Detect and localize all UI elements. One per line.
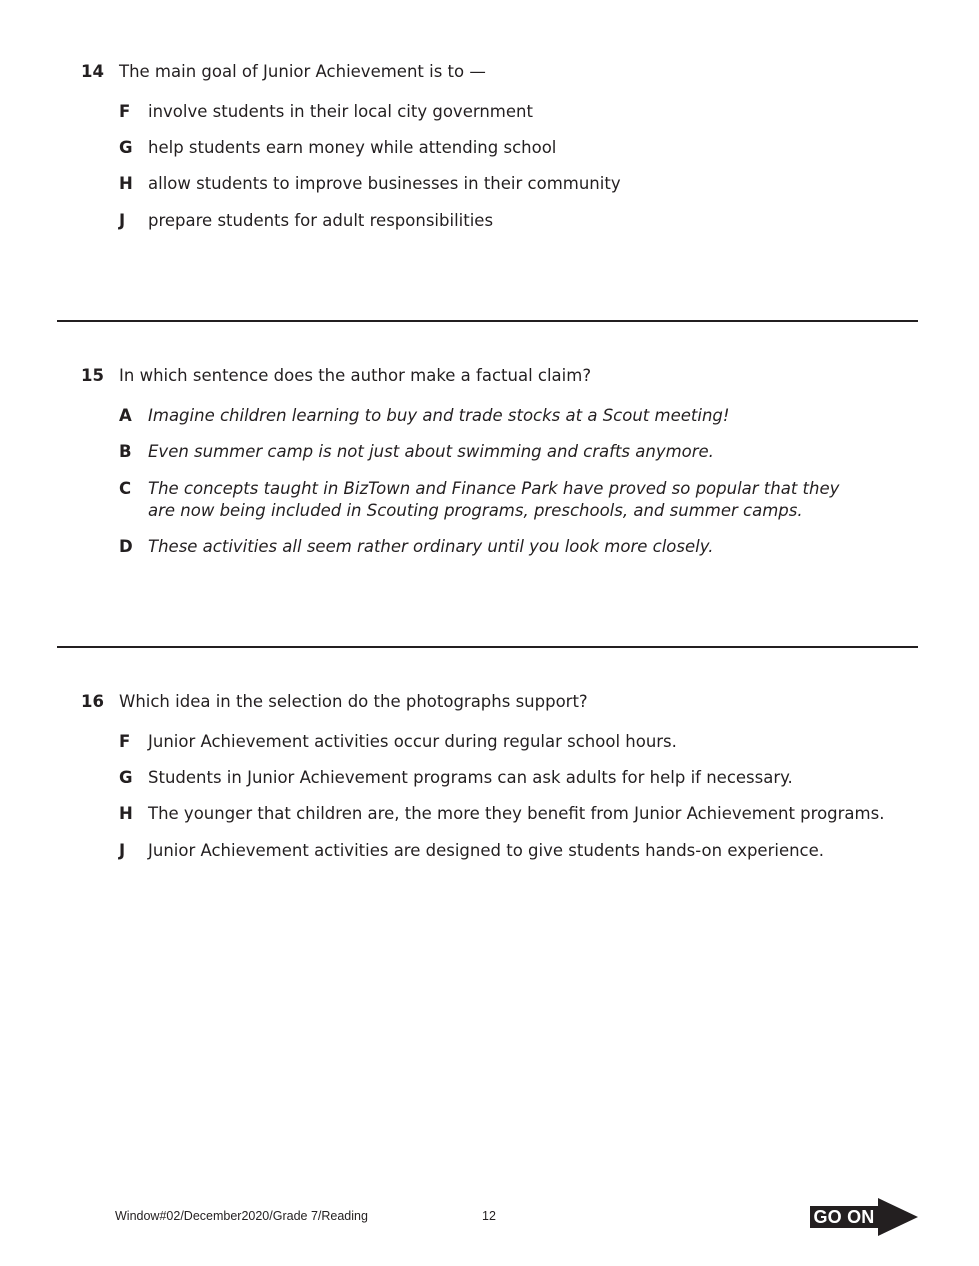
option-letter: B: [119, 442, 132, 461]
option-text: Junior Achievement activities occur during regular school hours.: [148, 732, 677, 751]
question-number: 16: [81, 692, 104, 711]
option-text: Junior Achievement activities are designed to give students hands-on experience.: [148, 841, 825, 860]
question-number: 14: [81, 62, 104, 81]
question-stem: [81, 365, 591, 387]
answer-option-f[interactable]: [119, 101, 879, 123]
answer-option-f[interactable]: [119, 731, 879, 753]
answer-option-g[interactable]: [119, 137, 879, 159]
option-letter: J: [119, 841, 126, 860]
option-text: help students earn money while attending school: [148, 138, 557, 157]
answer-option-h[interactable]: [119, 803, 889, 825]
option-letter: D: [119, 537, 133, 556]
option-letter: C: [119, 479, 132, 498]
option-text: prepare students for adult responsibilities: [148, 211, 494, 230]
option-text: The younger that children are, the more they benefit from Junior Achievement programs.: [148, 804, 885, 823]
section-divider: [57, 646, 918, 648]
question-stem: [81, 691, 588, 713]
option-letter: A: [119, 406, 132, 425]
option-letter: F: [119, 732, 131, 751]
answer-option-c[interactable]: [119, 478, 859, 522]
answer-option-j[interactable]: [119, 210, 879, 232]
option-text: The concepts taught in BizTown and Finance Park have proved so popular that they are now being included in Scouting programs, preschools, and summer camps.: [148, 479, 840, 520]
section-divider: [57, 320, 918, 322]
option-letter: J: [119, 211, 126, 230]
option-text: These activities all seem rather ordinary until you look more closely.: [148, 537, 714, 556]
option-text: allow students to improve businesses in their community: [148, 174, 621, 193]
option-letter: F: [119, 102, 131, 121]
option-letter: H: [119, 174, 133, 193]
option-text: Students in Junior Achievement programs can ask adults for help if necessary.: [148, 768, 793, 787]
question-stem: [81, 61, 486, 83]
answer-option-d[interactable]: [119, 536, 879, 558]
option-text: Even summer camp is not just about swimming and crafts anymore.: [148, 442, 714, 461]
option-text: Imagine children learning to buy and trade stocks at a Scout meeting!: [148, 406, 730, 425]
question-text: The main goal of Junior Achievement is to —: [119, 62, 486, 81]
answer-option-g[interactable]: [119, 767, 879, 789]
answer-option-h[interactable]: [119, 173, 879, 195]
question-number: 15: [81, 366, 104, 385]
answer-option-b[interactable]: [119, 441, 879, 463]
option-letter: H: [119, 804, 133, 823]
answer-option-a[interactable]: [119, 405, 879, 427]
question-text: In which sentence does the author make a factual claim?: [119, 366, 592, 385]
answer-option-j[interactable]: [119, 840, 879, 862]
option-letter: G: [119, 768, 133, 787]
test-identifier: Window#02/December2020/Grade 7/Reading: [115, 1209, 368, 1223]
option-text: involve students in their local city government: [148, 102, 533, 121]
option-letter: G: [119, 138, 133, 157]
question-text: Which idea in the selection do the photographs support?: [119, 692, 588, 711]
go-on-button[interactable]: [810, 1197, 920, 1237]
go-on-label: GO ON: [813, 1207, 875, 1227]
page-number: 12: [482, 1209, 496, 1223]
